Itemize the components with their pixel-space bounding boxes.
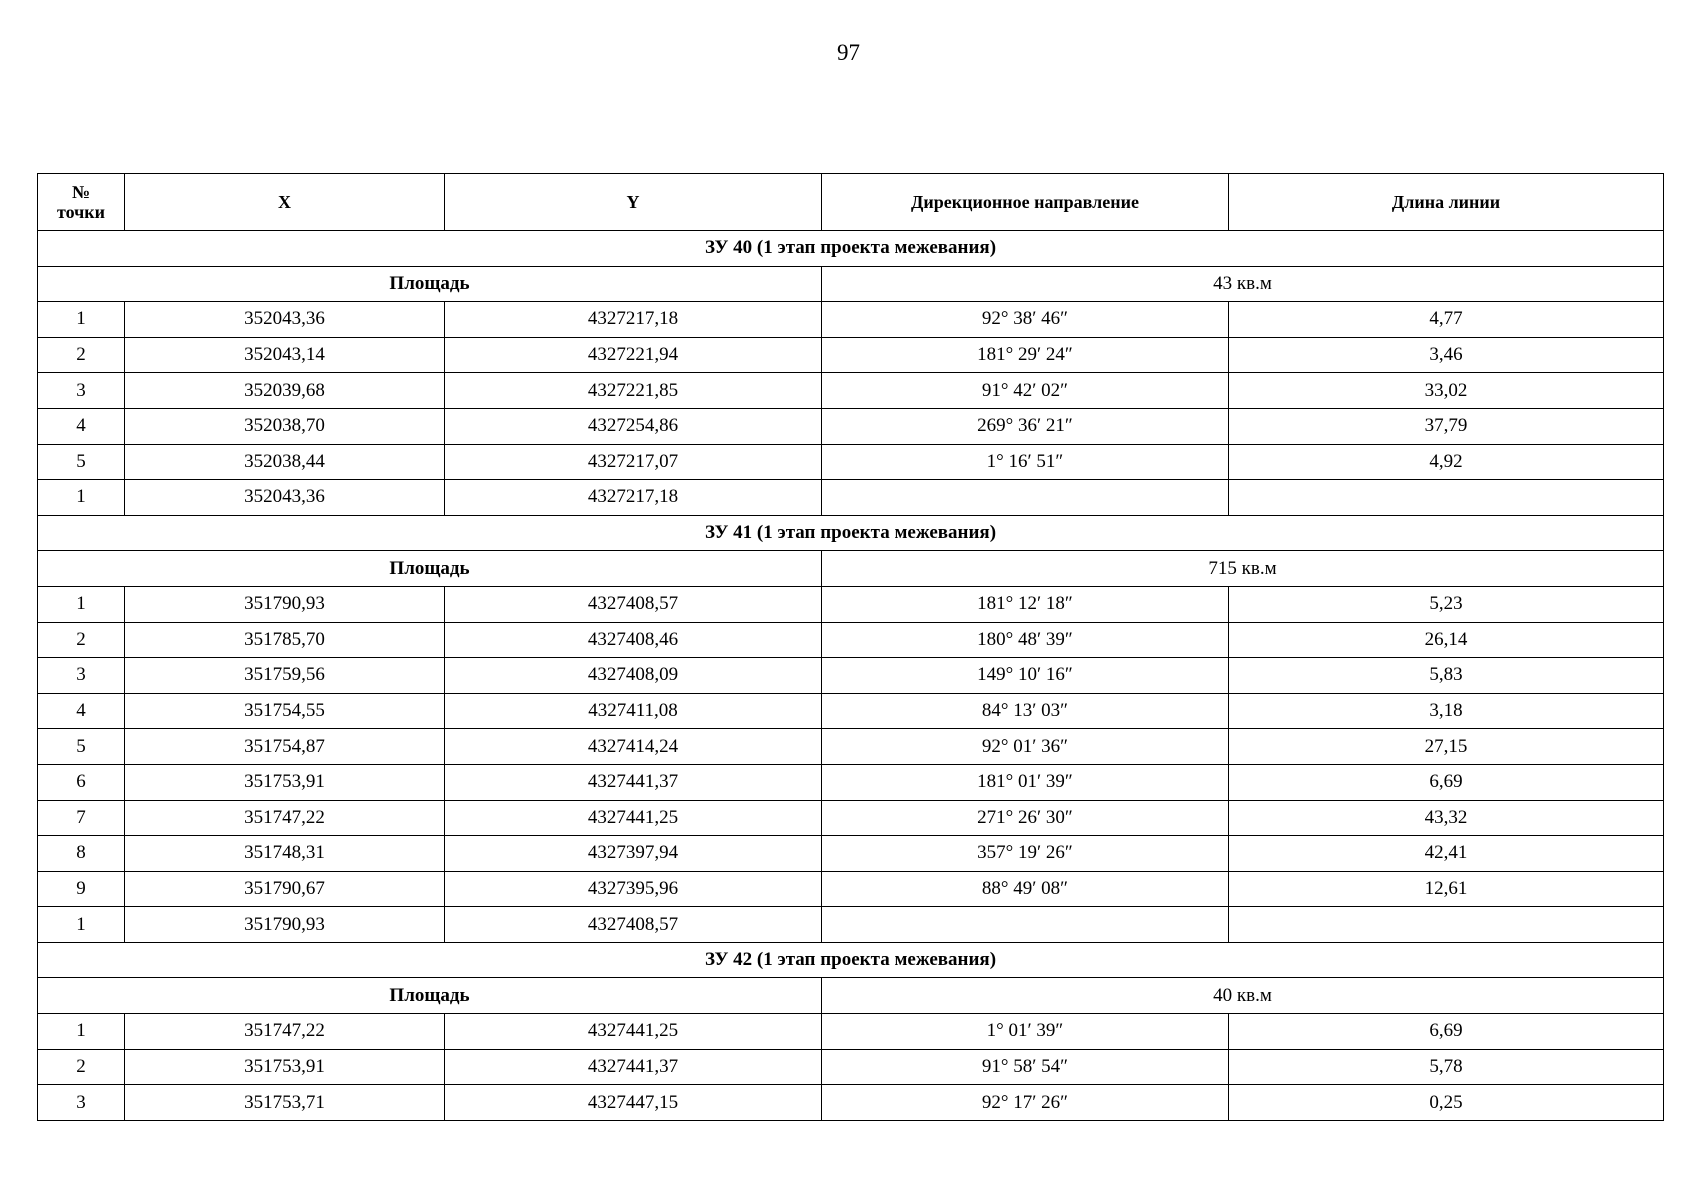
section-title: ЗУ 42 (1 этап проекта межевания) — [38, 942, 1664, 978]
cell-direction — [822, 480, 1229, 516]
cell-direction: 269° 36′ 21″ — [822, 408, 1229, 444]
cell-length: 6,69 — [1229, 764, 1664, 800]
table-row — [38, 1085, 1664, 1121]
cell-x: 352038,44 — [125, 444, 445, 480]
section-title-row — [38, 515, 1664, 551]
header-point-number — [38, 174, 125, 231]
cell-length: 26,14 — [1229, 622, 1664, 658]
cell-y: 4327221,85 — [445, 373, 822, 409]
cell-y: 4327411,08 — [445, 693, 822, 729]
coordinates-table — [37, 173, 1664, 1121]
cell-direction: 271° 26′ 30″ — [822, 800, 1229, 836]
cell-length: 6,69 — [1229, 1014, 1664, 1050]
table-row — [38, 658, 1664, 694]
cell-direction: 181° 01′ 39″ — [822, 764, 1229, 800]
cell-x: 351754,87 — [125, 729, 445, 765]
cell-point-number: 3 — [38, 373, 125, 409]
cell-y: 4327217,18 — [445, 480, 822, 516]
header-direction: Дирекционное направление — [822, 174, 1229, 231]
cell-direction: 357° 19′ 26″ — [822, 836, 1229, 872]
cell-y: 4327408,57 — [445, 907, 822, 943]
cell-length: 43,32 — [1229, 800, 1664, 836]
cell-direction: 91° 42′ 02″ — [822, 373, 1229, 409]
table-row — [38, 622, 1664, 658]
cell-y: 4327441,37 — [445, 764, 822, 800]
table-row — [38, 764, 1664, 800]
area-row — [38, 978, 1664, 1014]
cell-y: 4327441,37 — [445, 1049, 822, 1085]
table-row — [38, 800, 1664, 836]
cell-direction: 1° 16′ 51″ — [822, 444, 1229, 480]
header-y: Y — [445, 174, 822, 231]
cell-y: 4327397,94 — [445, 836, 822, 872]
section-title: ЗУ 41 (1 этап проекта межевания) — [38, 515, 1664, 551]
cell-direction: 149° 10′ 16″ — [822, 658, 1229, 694]
table-row — [38, 836, 1664, 872]
cell-point-number: 1 — [38, 586, 125, 622]
cell-x: 351748,31 — [125, 836, 445, 872]
section-title-row — [38, 231, 1664, 267]
cell-length: 4,77 — [1229, 302, 1664, 338]
cell-point-number: 6 — [38, 764, 125, 800]
cell-x: 351753,91 — [125, 1049, 445, 1085]
cell-point-number: 2 — [38, 1049, 125, 1085]
cell-length: 5,23 — [1229, 586, 1664, 622]
cell-x: 351790,67 — [125, 871, 445, 907]
area-label: Площадь — [38, 266, 822, 302]
cell-point-number: 1 — [38, 480, 125, 516]
cell-y: 4327395,96 — [445, 871, 822, 907]
cell-length: 37,79 — [1229, 408, 1664, 444]
cell-point-number: 5 — [38, 729, 125, 765]
cell-length: 3,18 — [1229, 693, 1664, 729]
table-row — [38, 444, 1664, 480]
cell-length: 12,61 — [1229, 871, 1664, 907]
table-row — [38, 408, 1664, 444]
cell-point-number: 1 — [38, 302, 125, 338]
table-row — [38, 1014, 1664, 1050]
cell-direction: 88° 49′ 08″ — [822, 871, 1229, 907]
table-row — [38, 337, 1664, 373]
cell-length: 42,41 — [1229, 836, 1664, 872]
cell-point-number: 1 — [38, 1014, 125, 1050]
cell-y: 4327408,57 — [445, 586, 822, 622]
cell-y: 4327408,09 — [445, 658, 822, 694]
cell-x: 351747,22 — [125, 800, 445, 836]
area-value: 715 кв.м — [822, 551, 1664, 587]
cell-x: 352039,68 — [125, 373, 445, 409]
cell-direction: 92° 17′ 26″ — [822, 1085, 1229, 1121]
header-num-word: точки — [56, 202, 106, 222]
cell-x: 351747,22 — [125, 1014, 445, 1050]
area-value: 43 кв.м — [822, 266, 1664, 302]
cell-x: 352043,36 — [125, 480, 445, 516]
cell-direction: 180° 48′ 39″ — [822, 622, 1229, 658]
area-value: 40 кв.м — [822, 978, 1664, 1014]
cell-y: 4327254,86 — [445, 408, 822, 444]
cell-direction: 84° 13′ 03″ — [822, 693, 1229, 729]
cell-length: 5,78 — [1229, 1049, 1664, 1085]
cell-y: 4327414,24 — [445, 729, 822, 765]
cell-length — [1229, 907, 1664, 943]
cell-point-number: 9 — [38, 871, 125, 907]
cell-length: 27,15 — [1229, 729, 1664, 765]
cell-y: 4327408,46 — [445, 622, 822, 658]
cell-x: 351753,71 — [125, 1085, 445, 1121]
area-label: Площадь — [38, 978, 822, 1014]
cell-direction: 181° 12′ 18″ — [822, 586, 1229, 622]
area-row — [38, 551, 1664, 587]
area-label: Площадь — [38, 551, 822, 587]
table-row — [38, 480, 1664, 516]
table-row — [38, 693, 1664, 729]
cell-length: 0,25 — [1229, 1085, 1664, 1121]
cell-length: 3,46 — [1229, 337, 1664, 373]
cell-direction: 181° 29′ 24″ — [822, 337, 1229, 373]
cell-direction: 92° 01′ 36″ — [822, 729, 1229, 765]
table-row — [38, 302, 1664, 338]
cell-point-number: 8 — [38, 836, 125, 872]
section-title: ЗУ 40 (1 этап проекта межевания) — [38, 231, 1664, 267]
cell-length: 33,02 — [1229, 373, 1664, 409]
table-header — [38, 174, 1664, 231]
cell-y: 4327217,07 — [445, 444, 822, 480]
section-title-row — [38, 942, 1664, 978]
cell-point-number: 4 — [38, 408, 125, 444]
cell-point-number: 3 — [38, 658, 125, 694]
cell-y: 4327217,18 — [445, 302, 822, 338]
cell-length: 5,83 — [1229, 658, 1664, 694]
cell-direction — [822, 907, 1229, 943]
table-body — [38, 231, 1664, 1121]
cell-y: 4327221,94 — [445, 337, 822, 373]
cell-x: 351790,93 — [125, 586, 445, 622]
cell-x: 351753,91 — [125, 764, 445, 800]
cell-length — [1229, 480, 1664, 516]
cell-point-number: 1 — [38, 907, 125, 943]
cell-point-number: 5 — [38, 444, 125, 480]
page-number: 97 — [837, 40, 860, 65]
cell-x: 352043,36 — [125, 302, 445, 338]
cell-x: 352043,14 — [125, 337, 445, 373]
cell-point-number: 4 — [38, 693, 125, 729]
cell-x: 351790,93 — [125, 907, 445, 943]
cell-point-number: 3 — [38, 1085, 125, 1121]
cell-point-number: 2 — [38, 622, 125, 658]
cell-x: 351785,70 — [125, 622, 445, 658]
cell-point-number: 2 — [38, 337, 125, 373]
cell-x: 351759,56 — [125, 658, 445, 694]
cell-y: 4327447,15 — [445, 1085, 822, 1121]
cell-point-number: 7 — [38, 800, 125, 836]
header-x: X — [125, 174, 445, 231]
cell-y: 4327441,25 — [445, 800, 822, 836]
table-row — [38, 907, 1664, 943]
cell-direction: 91° 58′ 54″ — [822, 1049, 1229, 1085]
header-num-symbol: № — [71, 182, 91, 202]
cell-direction: 1° 01′ 39″ — [822, 1014, 1229, 1050]
table-row — [38, 586, 1664, 622]
cell-direction: 92° 38′ 46″ — [822, 302, 1229, 338]
table-row — [38, 729, 1664, 765]
header-length: Длина линии — [1229, 174, 1664, 231]
cell-x: 352038,70 — [125, 408, 445, 444]
cell-x: 351754,55 — [125, 693, 445, 729]
cell-y: 4327441,25 — [445, 1014, 822, 1050]
area-row — [38, 266, 1664, 302]
table-row — [38, 871, 1664, 907]
cell-length: 4,92 — [1229, 444, 1664, 480]
table-row — [38, 373, 1664, 409]
table-row — [38, 1049, 1664, 1085]
